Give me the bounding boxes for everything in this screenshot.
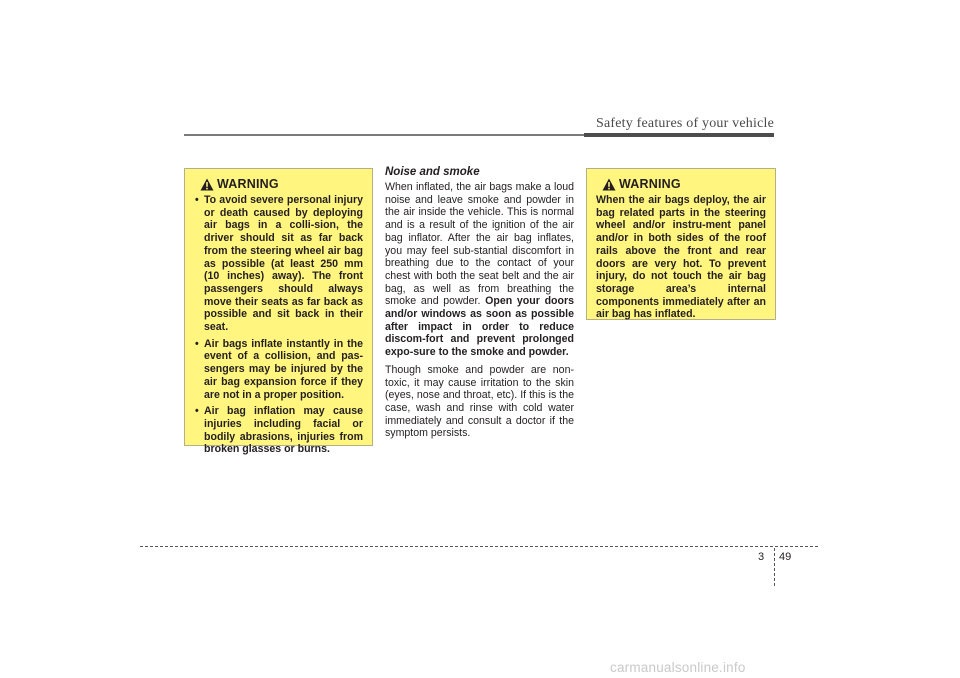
right-warning-title: WARNING: [619, 177, 681, 191]
page-number: 49: [779, 551, 792, 563]
right-warning-heading: [596, 177, 766, 191]
header-rule-accent: [584, 133, 774, 137]
left-warning-title: WARNING: [217, 177, 279, 191]
warning-list-item: • Air bag inflation may cause injuries including facial or bodily abrasions, injuries from broken glasses or burns.: [194, 405, 363, 456]
warning-triangle-icon: [200, 178, 214, 191]
paragraph-1-bold: Open your doors and/or windows as soon as possible after impact in order to reduce discom-fort and prevent prolonged expo-sure to the smoke and powder.: [385, 295, 574, 359]
paragraph-2: Though smoke and powder are non-toxic, it may cause irritation to the skin (eyes, nose and throat, etc). If this is the case, wash and rinse with cold water immediately and consult a doctor if the symptom persists.: [385, 363, 574, 440]
right-warning-body: When the air bags deploy, the air bag related parts in the steering wheel and/or instru-ment panel and/or in both sides of the roof rails above the front and rear doors are very hot. To prevent injury, do not touch the air bag storage area’s internal components immediately after an air bag has inflated.: [596, 194, 766, 321]
paragraph-1: [385, 181, 574, 359]
paragraph-1-text: When inflated, the air bags make a loud noise and leave smoke and powder in the air inside the vehicle. This is normal and is a result of the ignition of the air bag inflator. After the air bag inflates, you may feel sub-stantial discomfort in breathing due to the contact of your chest with both the seat belt and the air bag, as well as from breathing the smoke and powder.: [385, 181, 574, 308]
warning-list-item: • Air bags inflate instantly in the event of a collision, and pas-sengers may be injured by the air bag expansion force if they are not in a proper position.: [194, 338, 363, 402]
warning-list-item: • To avoid severe personal injury or death caused by deploying air bags in a colli-sion, the driver should sit as far back from the steering wheel air bag as possible (at least 250 mm (10 inches) away). The front passengers should always move their seats as far back as possible and sit back in their seat.: [194, 194, 363, 334]
footer-dashed-rule: [140, 546, 818, 547]
left-warning-heading: [194, 177, 363, 191]
footer-page-divider: [774, 548, 775, 586]
noise-and-smoke-section: [385, 166, 574, 445]
watermark: carmanualsonline.info: [610, 660, 746, 675]
right-warning-box: [586, 168, 776, 320]
page-header-title: Safety features of your vehicle: [595, 116, 774, 131]
left-warning-list: [194, 194, 363, 456]
warning-triangle-icon: [602, 178, 616, 191]
left-warning-box: [184, 168, 373, 456]
section-title: Noise and smoke: [385, 166, 480, 178]
chapter-number: 3: [758, 551, 765, 563]
